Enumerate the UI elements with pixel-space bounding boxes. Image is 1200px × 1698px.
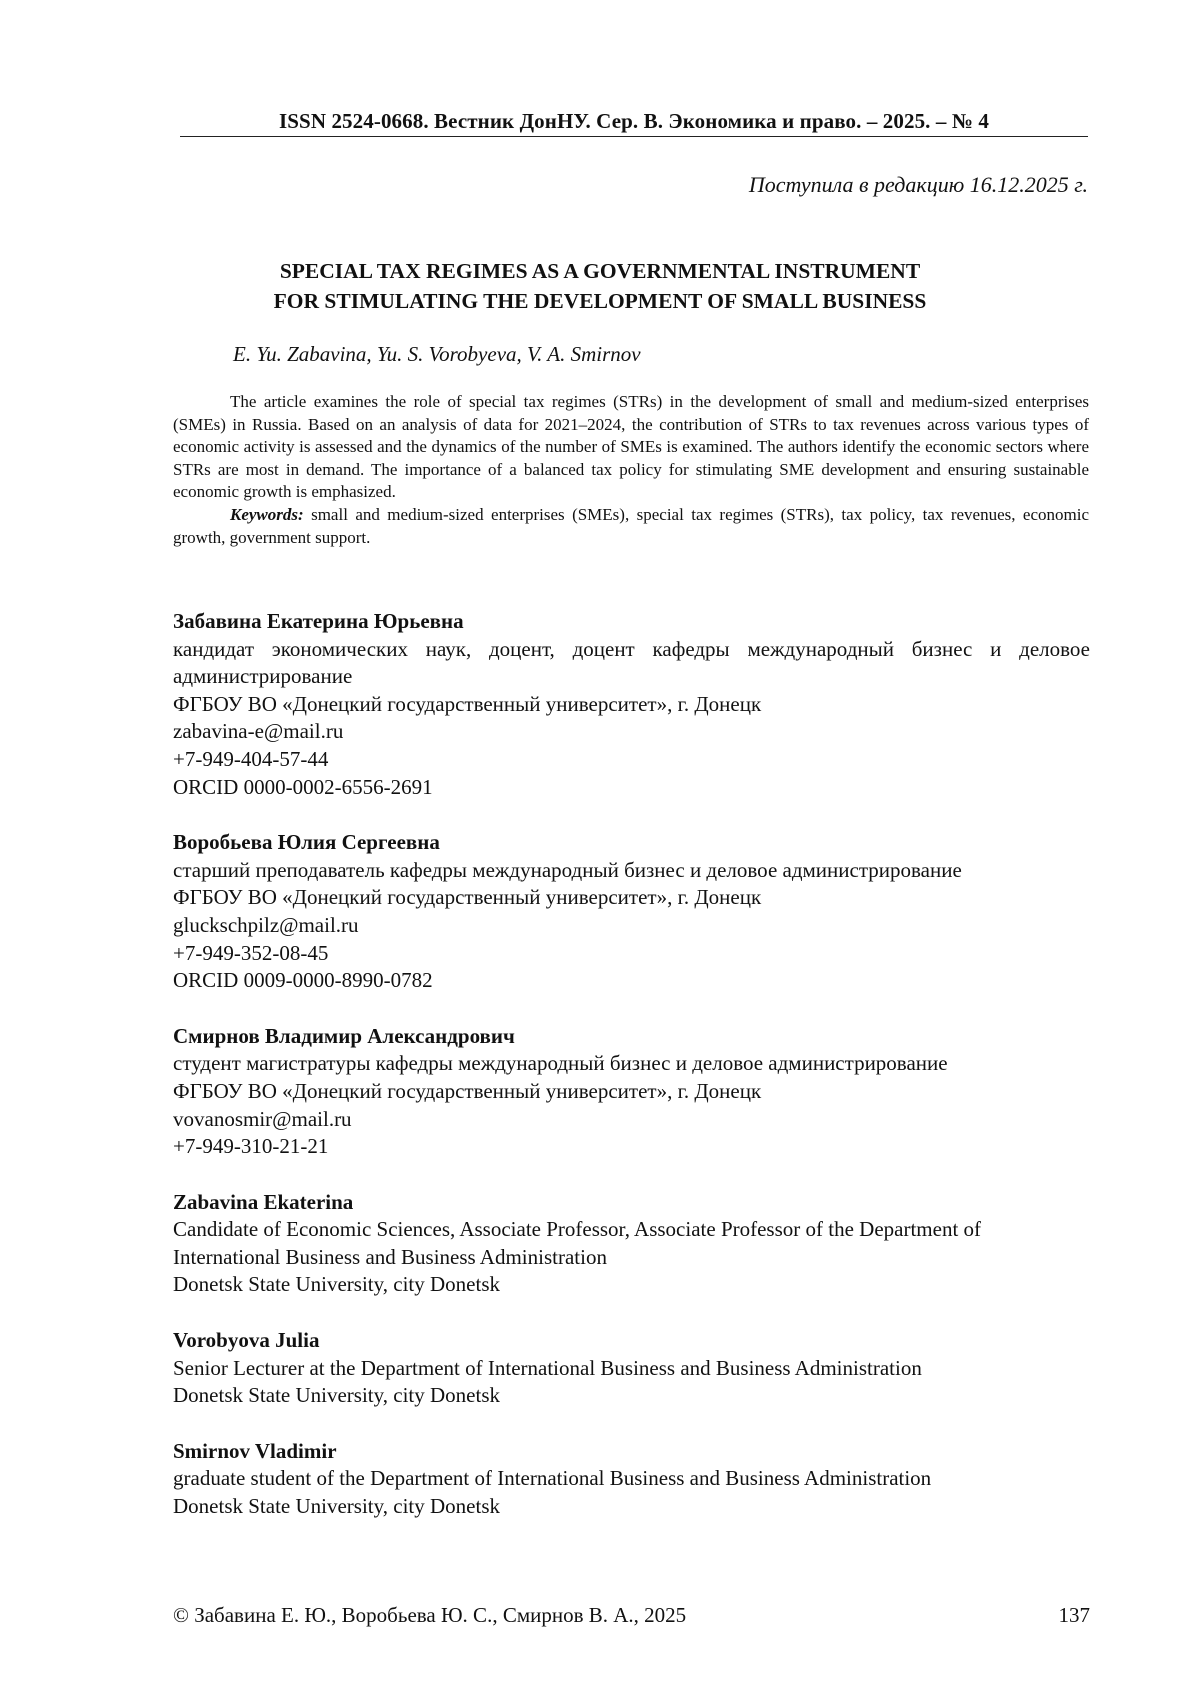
author-affiliation: ФГБОУ ВО «Донецкий государственный университет», г. Донецк bbox=[173, 1078, 762, 1103]
author-bio-en-smirnov bbox=[173, 1438, 1090, 1521]
page-number: 137 bbox=[1058, 1603, 1090, 1627]
author-bio-ru-zabavina bbox=[173, 608, 1090, 801]
copyright: © Забавина Е. Ю., Воробьева Ю. С., Смирнов В. А., 2025 bbox=[173, 1603, 687, 1627]
author-position: Candidate of Economic Sciences, Associate Professor, Associate Professor of the Department of International Business and Business Administration bbox=[173, 1217, 982, 1269]
author-bio-en-zabavina bbox=[173, 1189, 1090, 1299]
author-position: graduate student of the Department of International Business and Business Administration bbox=[173, 1466, 932, 1491]
author-phone: +7-949-352-08-45 bbox=[173, 940, 329, 965]
article-title-line-1: SPECIAL TAX REGIMES AS A GOVERNMENTAL INSTRUMENT bbox=[279, 259, 921, 283]
author-affiliation: Donetsk State University, city Donetsk bbox=[173, 1272, 501, 1297]
author-bio-en-vorobyova bbox=[173, 1327, 1090, 1410]
header-divider bbox=[180, 136, 1088, 137]
article-title bbox=[120, 256, 1080, 316]
article-title-line-2: FOR STIMULATING THE DEVELOPMENT OF SMALL BUSINESS bbox=[273, 289, 927, 313]
author-affiliation: Donetsk State University, city Donetsk bbox=[173, 1383, 501, 1408]
author-position: Senior Lecturer at the Department of International Business and Business Administration bbox=[173, 1355, 922, 1380]
received-date: Поступила в редакцию 16.12.2025 г. bbox=[748, 172, 1088, 197]
author-orcid: ORCID 0009-0000-8990-0782 bbox=[173, 968, 433, 993]
article-authors: E. Yu. Zabavina, Yu. S. Vorobyeva, V. A. Smirnov bbox=[233, 342, 641, 366]
author-email: gluckschpilz@mail.ru bbox=[173, 912, 359, 937]
author-position: старший преподаватель кафедры международный бизнес и деловое администрирование bbox=[173, 857, 962, 882]
author-phone: +7-949-310-21-21 bbox=[173, 1134, 329, 1159]
author-name: Smirnov Vladimir bbox=[173, 1438, 337, 1463]
author-bio-ru-vorobyeva bbox=[173, 829, 1090, 995]
author-affiliation: Donetsk State University, city Donetsk bbox=[173, 1494, 501, 1519]
author-phone: +7-949-404-57-44 bbox=[173, 746, 329, 771]
author-name: Vorobyova Julia bbox=[173, 1328, 320, 1353]
author-name: Забавина Екатерина Юрьевна bbox=[173, 609, 464, 633]
author-position: студент магистратуры кафедры международный бизнес и деловое администрирование bbox=[173, 1051, 948, 1076]
author-name: Zabavina Ekaterina bbox=[173, 1189, 354, 1214]
author-name: Смирнов Владимир Александрович bbox=[173, 1023, 515, 1048]
abstract bbox=[173, 391, 1089, 549]
author-email: zabavina-e@mail.ru bbox=[173, 719, 344, 744]
page-footer bbox=[173, 1603, 1090, 1628]
author-affiliation: ФГБОУ ВО «Донецкий государственный университет», г. Донецк bbox=[173, 691, 762, 716]
author-info bbox=[173, 608, 1090, 1549]
author-name: Воробьева Юлия Сергеевна bbox=[173, 830, 440, 855]
author-affiliation: ФГБОУ ВО «Донецкий государственный университет», г. Донецк bbox=[173, 885, 762, 910]
keywords bbox=[173, 504, 1089, 549]
keywords-text: small and medium-sized enterprises (SMEs), special tax regimes (STRs), tax policy, tax revenues, economic growth, government support. bbox=[173, 504, 1090, 547]
author-bio-ru-smirnov bbox=[173, 1023, 1090, 1161]
author-orcid: ORCID 0000-0002-6556-2691 bbox=[173, 774, 433, 799]
abstract-text: The article examines the role of special tax regimes (STRs) in the development of small and medium-sized enterprises (SMEs) in Russia. Based on an analysis of data for 2021–2024, the contribution of STRs to tax revenues across various types of economic activity is assessed and the dynamics of the number of SMEs is examined. The authors identify the economic sectors where STRs are most in demand. The importance of a balanced tax policy for stimulating SME development and ensuring sustainable economic growth is emphasized. bbox=[173, 392, 1089, 502]
author-email: vovanosmir@mail.ru bbox=[173, 1106, 352, 1131]
journal-header: ISSN 2524-0668. Вестник ДонНУ. Сер. В. Экономика и право. – 2025. – № 4 bbox=[279, 109, 989, 133]
keywords-label: Keywords: bbox=[230, 504, 304, 524]
author-position: кандидат экономических наук, доцент, доцент кафедры международный бизнес и деловое администрирование bbox=[173, 636, 1090, 689]
